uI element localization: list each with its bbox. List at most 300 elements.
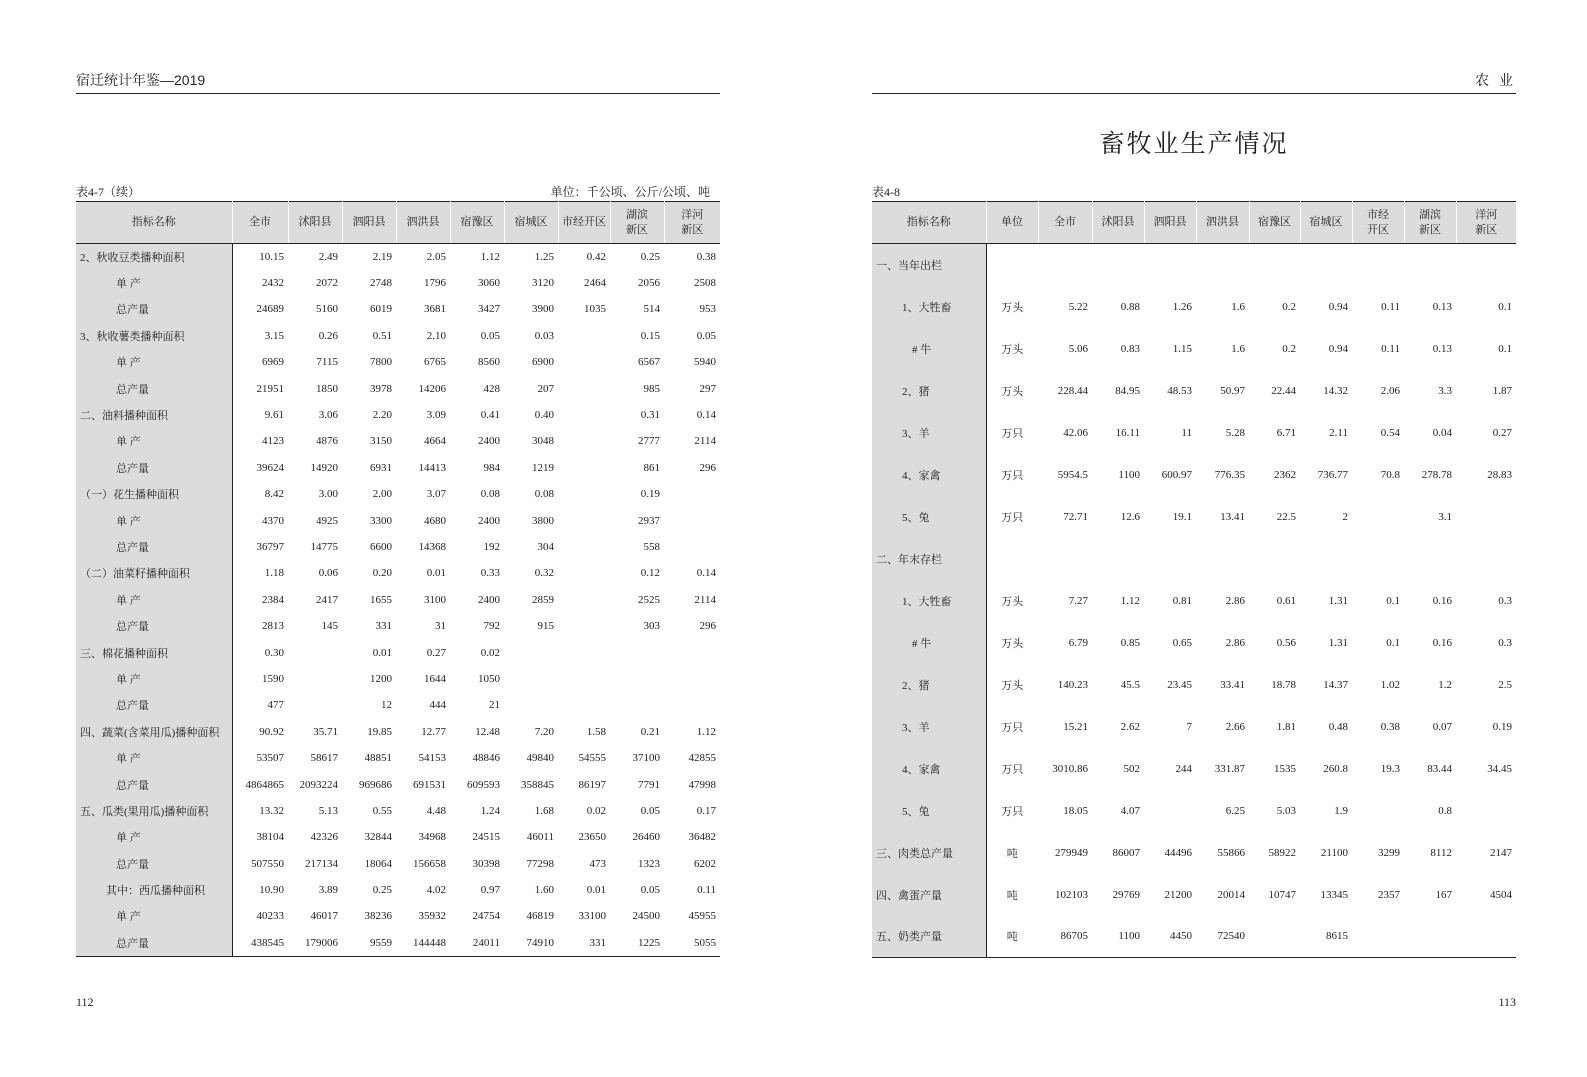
value-cell: 13345 (1320, 888, 1348, 901)
row-label: 总产量 (76, 534, 232, 560)
value-cell: 2.05 (426, 250, 446, 263)
value-cell: 331 (375, 620, 392, 633)
value-cell (288, 639, 342, 665)
table-row (76, 428, 720, 454)
table-row (872, 370, 1516, 412)
value-cell: 2.86 (1225, 594, 1245, 607)
value-cell: 0.1 (1386, 636, 1400, 649)
value-cell: 228.44 (1057, 384, 1088, 397)
value-cell (558, 428, 610, 454)
value-cell: 2.62 (1120, 720, 1140, 733)
value-cell: 1.87 (1492, 384, 1512, 397)
row-label: 总产量 (76, 771, 232, 797)
value-cell: 1.18 (264, 567, 284, 580)
value-cell: 6765 (424, 356, 446, 369)
value-cell: 0.30 (264, 646, 284, 659)
value-cell (558, 560, 610, 586)
value-cell: 53507 (256, 752, 284, 765)
table-row (76, 296, 720, 322)
value-cell (1352, 916, 1404, 958)
value-cell: 5940 (694, 356, 716, 369)
table-row (76, 771, 720, 797)
value-cell: 260.8 (1323, 762, 1348, 775)
value-cell: 2937 (638, 514, 660, 527)
row-label: 单 产 (76, 666, 232, 692)
value-cell: 2813 (262, 620, 284, 633)
value-cell: 0.81 (1172, 594, 1192, 607)
value-cell: 0.8 (1438, 804, 1452, 817)
value-cell: 1.02 (1380, 678, 1400, 691)
value-cell: 0.19 (1492, 720, 1512, 733)
table-row (76, 798, 720, 824)
value-cell: 2114 (694, 435, 716, 448)
value-cell (1352, 538, 1404, 580)
value-cell: 38236 (364, 910, 392, 923)
value-cell: 8112 (1430, 846, 1452, 859)
table-row (872, 496, 1516, 538)
value-cell: 0.61 (1276, 594, 1296, 607)
value-cell: 13.41 (1220, 510, 1245, 523)
unit-cell: 万头 (1001, 637, 1024, 650)
value-cell: 48851 (364, 752, 392, 765)
value-cell: 1590 (262, 672, 284, 685)
value-cell (558, 481, 610, 507)
value-cell: 192 (483, 540, 500, 553)
value-cell: 2417 (316, 593, 338, 606)
column-header: 洋河 新区 (664, 202, 720, 244)
value-cell: 2.66 (1225, 720, 1245, 733)
row-label: 三、棉花播种面积 (76, 639, 232, 665)
value-cell: 691531 (413, 778, 446, 791)
value-cell: 0.3 (1498, 636, 1512, 649)
value-cell: 3800 (532, 514, 554, 527)
column-header: 湖滨 新区 (610, 202, 664, 244)
row-label: 4、家禽 (872, 454, 986, 496)
livestock-production-table (872, 201, 1516, 958)
value-cell: 86007 (1112, 846, 1140, 859)
value-cell (1456, 790, 1516, 832)
value-cell: 16.11 (1115, 426, 1140, 439)
value-cell: 0.15 (640, 329, 660, 342)
value-cell (610, 692, 664, 718)
row-label: （二）油菜籽播种面积 (76, 560, 232, 586)
value-cell: 1644 (424, 672, 446, 685)
value-cell: 2.11 (1329, 426, 1348, 439)
value-cell: 2400 (478, 514, 500, 527)
value-cell: 29769 (1112, 888, 1140, 901)
value-cell: 24500 (632, 910, 660, 923)
unit-cell: 万头 (1001, 595, 1024, 608)
value-cell: 2.00 (372, 488, 392, 501)
value-cell: 0.85 (1120, 636, 1140, 649)
value-cell: 444 (429, 699, 446, 712)
value-cell: 37100 (632, 752, 660, 765)
table-row (76, 719, 720, 745)
value-cell (1456, 496, 1516, 538)
row-label: 一、当年出栏 (872, 244, 986, 286)
row-label: 3、羊 (872, 706, 986, 748)
value-cell: 34968 (418, 831, 446, 844)
value-cell: 477 (267, 699, 284, 712)
value-cell: 7791 (638, 778, 660, 791)
row-label: 总产量 (76, 455, 232, 481)
value-cell: 156658 (413, 857, 446, 870)
table-row (76, 507, 720, 533)
row-label: 总产量 (76, 692, 232, 718)
value-cell: 279949 (1055, 846, 1088, 859)
value-cell: 0.33 (480, 567, 500, 580)
value-cell: 0.01 (586, 884, 606, 897)
unit-cell (986, 538, 1038, 580)
value-cell (558, 507, 610, 533)
value-cell (1038, 538, 1092, 580)
value-cell: 15.21 (1063, 720, 1088, 733)
value-cell: 1.15 (1172, 342, 1192, 355)
value-cell (558, 349, 610, 375)
value-cell: 18.78 (1271, 678, 1296, 691)
row-label: # 牛 (872, 622, 986, 664)
value-cell: 1.58 (586, 725, 606, 738)
unit-cell (986, 244, 1038, 286)
value-cell: 297 (699, 382, 716, 395)
value-cell: 14.32 (1323, 384, 1348, 397)
table-row (76, 323, 720, 349)
value-cell: 0.94 (1328, 300, 1348, 313)
row-label: 五、奶类产量 (872, 916, 986, 958)
value-cell: 0.05 (640, 884, 660, 897)
value-cell: 35932 (418, 910, 446, 923)
value-cell: 736.77 (1317, 468, 1348, 481)
value-cell: 8.42 (264, 488, 284, 501)
column-header: 宿豫区 (450, 202, 504, 244)
column-header: 指标名称 (76, 202, 232, 244)
value-cell: 49840 (526, 752, 554, 765)
value-cell: 0.25 (372, 884, 392, 897)
value-cell (1456, 538, 1516, 580)
column-header: 沭阳县 (1092, 202, 1144, 244)
table-row (76, 877, 720, 903)
table-unit: 单位：千公顷、公斤/公顷、吨 (550, 185, 710, 199)
row-label: 其中：西瓜播种面积 (76, 877, 232, 903)
row-label: 总产量 (76, 850, 232, 876)
value-cell: 102103 (1055, 888, 1088, 901)
table-row (76, 270, 720, 296)
value-cell: 42855 (688, 752, 716, 765)
value-cell: 1219 (532, 461, 554, 474)
unit-cell: 万头 (1001, 301, 1024, 314)
value-cell: 0.02 (480, 646, 500, 659)
value-cell: 7 (1186, 720, 1192, 733)
value-cell: 0.21 (640, 725, 660, 738)
table-row (76, 402, 720, 428)
value-cell (558, 613, 610, 639)
value-cell: 2.86 (1225, 636, 1245, 649)
table-row (872, 916, 1516, 958)
value-cell (1404, 244, 1456, 286)
value-cell: 36797 (256, 540, 284, 553)
value-cell: 558 (643, 540, 660, 553)
value-cell: 3.1 (1438, 510, 1452, 523)
value-cell (504, 639, 558, 665)
value-cell: 34.45 (1487, 762, 1512, 775)
value-cell: 1.25 (534, 250, 554, 263)
value-cell (1196, 244, 1249, 286)
value-cell: 2 (1342, 510, 1348, 523)
value-cell: 969686 (359, 778, 392, 791)
column-header: 宿城区 (504, 202, 558, 244)
value-cell: 0.02 (586, 804, 606, 817)
value-cell: 33100 (578, 910, 606, 923)
value-cell: 0.26 (318, 329, 338, 342)
value-cell: 22.44 (1271, 384, 1296, 397)
value-cell: 3900 (532, 303, 554, 316)
value-cell: 303 (643, 620, 660, 633)
value-cell: 6900 (532, 356, 554, 369)
value-cell: 18064 (364, 857, 392, 870)
value-cell: 0.07 (1432, 720, 1452, 733)
row-label: # 牛 (872, 328, 986, 370)
row-label: 3、秋收薯类播种面积 (76, 323, 232, 349)
value-cell: 0.97 (480, 884, 500, 897)
value-cell: 0.05 (480, 329, 500, 342)
value-cell: 4123 (262, 435, 284, 448)
value-cell: 6019 (370, 303, 392, 316)
value-cell (1038, 244, 1092, 286)
value-cell: 35.71 (313, 725, 338, 738)
value-cell: 4450 (1170, 930, 1192, 943)
value-cell: 10.15 (259, 250, 284, 263)
value-cell: 4876 (316, 435, 338, 448)
row-label: 单 产 (76, 270, 232, 296)
row-label: 5、兔 (872, 790, 986, 832)
value-cell: 24515 (472, 831, 500, 844)
value-cell: 5.22 (1068, 300, 1088, 313)
value-cell (558, 587, 610, 613)
value-cell: 58922 (1268, 846, 1296, 859)
table-number: 表4-7（续） (76, 185, 140, 199)
column-header: 泗阳县 (1144, 202, 1196, 244)
table-row (872, 412, 1516, 454)
left-page (76, 0, 720, 1077)
value-cell: 45.5 (1120, 678, 1140, 691)
value-cell (1249, 916, 1300, 958)
value-cell: 1.9 (1334, 804, 1348, 817)
row-label: 总产量 (76, 296, 232, 322)
value-cell: 3681 (424, 303, 446, 316)
value-cell: 0.11 (1381, 342, 1400, 355)
value-cell: 3120 (532, 277, 554, 290)
value-cell: 1323 (638, 857, 660, 870)
value-cell: 50.97 (1220, 384, 1245, 397)
value-cell: 2400 (478, 593, 500, 606)
value-cell: 207 (537, 382, 554, 395)
value-cell: 0.3 (1498, 594, 1512, 607)
value-cell: 217134 (305, 857, 338, 870)
value-cell: 861 (643, 461, 660, 474)
value-cell: 0.48 (1328, 720, 1348, 733)
value-cell (558, 534, 610, 560)
value-cell: 0.94 (1328, 342, 1348, 355)
row-label: 二、油料播种面积 (76, 402, 232, 428)
unit-cell: 万头 (1001, 679, 1024, 692)
table-row (76, 824, 720, 850)
value-cell (1456, 916, 1516, 958)
row-label: 单 产 (76, 587, 232, 613)
table-row (872, 286, 1516, 328)
value-cell: 7800 (370, 356, 392, 369)
value-cell (1456, 244, 1516, 286)
value-cell: 20014 (1217, 888, 1245, 901)
value-cell: 0.13 (1432, 342, 1452, 355)
value-cell: 915 (537, 620, 554, 633)
value-cell: 8615 (1326, 930, 1348, 943)
value-cell: 5.28 (1225, 426, 1245, 439)
value-cell: 1.12 (696, 725, 716, 738)
value-cell (664, 692, 720, 718)
value-cell: 19.1 (1172, 510, 1192, 523)
value-cell: 48846 (472, 752, 500, 765)
row-label: 总产量 (76, 375, 232, 401)
value-cell: 12.6 (1120, 510, 1140, 523)
value-cell: 296 (699, 461, 716, 474)
value-cell: 72.71 (1063, 510, 1088, 523)
value-cell: 0.13 (1432, 300, 1452, 313)
value-cell: 0.25 (640, 250, 660, 263)
value-cell: 776.35 (1214, 468, 1245, 481)
value-cell: 0.55 (372, 804, 392, 817)
value-cell: 31 (435, 620, 446, 633)
row-label: 四、禽蛋产量 (872, 874, 986, 916)
value-cell: 0.05 (640, 804, 660, 817)
value-cell: 5.03 (1276, 804, 1296, 817)
value-cell: 36482 (688, 831, 716, 844)
value-cell: 473 (589, 857, 606, 870)
value-cell: 58617 (310, 752, 338, 765)
column-header: 宿城区 (1300, 202, 1352, 244)
value-cell: 46011 (526, 831, 554, 844)
value-cell: 0.03 (534, 329, 554, 342)
value-cell: 28.83 (1487, 468, 1512, 481)
value-cell: 3299 (1378, 846, 1400, 859)
row-label: 5、兔 (872, 496, 986, 538)
table-row (872, 748, 1516, 790)
table-row (872, 538, 1516, 580)
value-cell: 167 (1435, 888, 1452, 901)
column-header: 泗洪县 (396, 202, 450, 244)
table-row (872, 622, 1516, 664)
unit-cell: 万只 (1001, 427, 1024, 440)
value-cell: 11 (1181, 426, 1192, 439)
value-cell (1404, 916, 1456, 958)
value-cell: 0.31 (640, 409, 660, 422)
value-cell: 1100 (1118, 930, 1140, 943)
value-cell: 7.27 (1068, 594, 1088, 607)
row-label: （一）花生播种面积 (76, 481, 232, 507)
value-cell: 47998 (688, 778, 716, 791)
value-cell (610, 639, 664, 665)
row-label: 二、年末存栏 (872, 538, 986, 580)
value-cell: 4504 (1490, 888, 1512, 901)
row-label: 4、家禽 (872, 748, 986, 790)
value-cell (1144, 790, 1196, 832)
value-cell: 179006 (305, 936, 338, 949)
value-cell: 2093224 (299, 778, 338, 791)
column-header: 单位 (986, 202, 1038, 244)
value-cell: 1.31 (1328, 594, 1348, 607)
value-cell (1404, 538, 1456, 580)
value-cell (558, 666, 610, 692)
table-row (76, 850, 720, 876)
unit-cell: 吨 (1006, 931, 1018, 944)
value-cell: 0.06 (318, 567, 338, 580)
value-cell: 0.01 (372, 646, 392, 659)
value-cell: 3100 (424, 593, 446, 606)
table-row (76, 745, 720, 771)
table-row (76, 560, 720, 586)
column-header: 指标名称 (872, 202, 986, 244)
value-cell (504, 692, 558, 718)
value-cell: 0.14 (696, 567, 716, 580)
column-header: 市经开区 (558, 202, 610, 244)
value-cell: 2400 (478, 435, 500, 448)
unit-cell: 万头 (1001, 343, 1024, 356)
value-cell: 1535 (1274, 762, 1296, 775)
value-cell: 4370 (262, 514, 284, 527)
value-cell: 6.79 (1068, 636, 1088, 649)
value-cell: 2748 (370, 277, 392, 290)
value-cell: 12.48 (475, 725, 500, 738)
table-row (872, 874, 1516, 916)
value-cell: 77298 (526, 857, 554, 870)
value-cell (664, 639, 720, 665)
value-cell: 21951 (256, 382, 284, 395)
table-row (872, 244, 1516, 286)
value-cell: 2777 (638, 435, 660, 448)
table-row (872, 454, 1516, 496)
table-row (76, 587, 720, 613)
value-cell: 792 (483, 620, 500, 633)
value-cell: 0.40 (534, 409, 554, 422)
value-cell: 14413 (418, 461, 446, 474)
value-cell (558, 402, 610, 428)
value-cell: 0.16 (1432, 594, 1452, 607)
value-cell: 18.05 (1063, 804, 1088, 817)
value-cell: 2072 (316, 277, 338, 290)
value-cell: 0.12 (640, 567, 660, 580)
value-cell: 2.19 (372, 250, 392, 263)
table-row (76, 375, 720, 401)
value-cell: 0.32 (534, 567, 554, 580)
value-cell: 600.97 (1161, 468, 1192, 481)
table-row (872, 664, 1516, 706)
value-cell: 3427 (478, 303, 500, 316)
value-cell (664, 534, 720, 560)
value-cell: 1.31 (1328, 636, 1348, 649)
table-row (76, 903, 720, 929)
value-cell: 1850 (316, 382, 338, 395)
running-head-text: 宿迁统计年鉴—2019 (76, 72, 206, 88)
value-cell: 4925 (316, 514, 338, 527)
value-cell: 6.25 (1225, 804, 1245, 817)
value-cell: 2525 (638, 593, 660, 606)
table-row (872, 832, 1516, 874)
value-cell: 10747 (1268, 888, 1296, 901)
value-cell (1144, 244, 1196, 286)
value-cell (1092, 244, 1144, 286)
value-cell: 3978 (370, 382, 392, 395)
value-cell: 4664 (424, 435, 446, 448)
column-header: 湖滨 新区 (1404, 202, 1456, 244)
